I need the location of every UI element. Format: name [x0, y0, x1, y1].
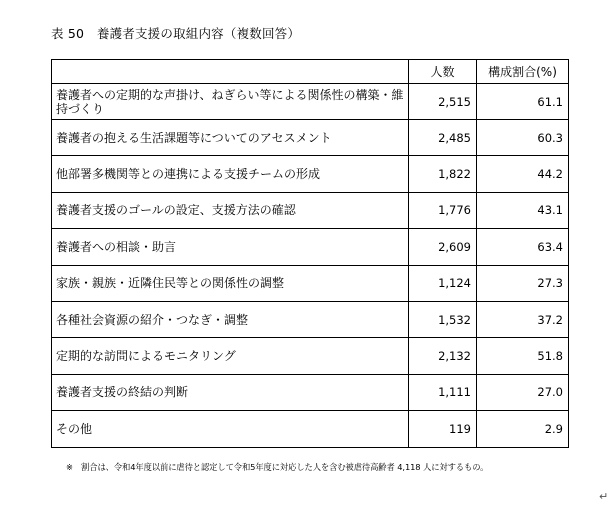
row-item: 各種社会資源の紹介・つなぎ・調整	[52, 301, 409, 337]
table-row	[52, 374, 569, 410]
table-header-row	[52, 60, 569, 84]
row-item: 家族・親族・近隣住民等との関係性の調整	[52, 265, 409, 301]
row-ratio: 63.4	[477, 229, 569, 265]
row-count: 1,124	[409, 265, 477, 301]
row-ratio: 27.0	[477, 374, 569, 410]
row-count: 2,132	[409, 338, 477, 374]
row-item: 定期的な訪問によるモニタリング	[52, 338, 409, 374]
row-item: 養護者の抱える生活課題等についてのアセスメント	[52, 120, 409, 156]
row-item: その他	[52, 411, 409, 447]
row-count: 1,776	[409, 192, 477, 228]
row-item: 養護者支援のゴールの設定、支援方法の確認	[52, 192, 409, 228]
row-ratio: 61.1	[477, 84, 569, 120]
row-ratio: 51.8	[477, 338, 569, 374]
row-ratio: 37.2	[477, 301, 569, 337]
table-row	[52, 411, 569, 447]
row-count: 2,485	[409, 120, 477, 156]
paragraph-mark: ↵	[599, 490, 609, 503]
row-count: 1,111	[409, 374, 477, 410]
row-ratio: 43.1	[477, 192, 569, 228]
table-row	[52, 84, 569, 120]
row-count: 1,822	[409, 156, 477, 192]
support-activities-table	[51, 59, 569, 448]
table-row	[52, 229, 569, 265]
row-ratio: 44.2	[477, 156, 569, 192]
row-ratio: 27.3	[477, 265, 569, 301]
row-item: 他部署多機関等との連携による支援チームの形成	[52, 156, 409, 192]
header-count: 人数	[409, 60, 477, 84]
footnote: ※ 割合は、令和4年度以前に虐待と認定して令和5年度に対応した人を含む被虐待高齢者 4,118 人に対するもの。	[66, 462, 489, 472]
row-count: 119	[409, 411, 477, 447]
row-count: 2,609	[409, 229, 477, 265]
row-count: 2,515	[409, 84, 477, 120]
header-ratio: 構成割合(%)	[477, 60, 569, 84]
table-row	[52, 156, 569, 192]
table-row	[52, 301, 569, 337]
row-count: 1,532	[409, 301, 477, 337]
row-ratio: 60.3	[477, 120, 569, 156]
row-item: 養護者への相談・助言	[52, 229, 409, 265]
row-item: 養護者支援の終結の判断	[52, 374, 409, 410]
row-ratio: 2.9	[477, 411, 569, 447]
table-caption: 表 50 養護者支援の取組内容（複数回答）	[51, 26, 301, 41]
header-item	[52, 60, 409, 84]
table-row	[52, 338, 569, 374]
row-item: 養護者への定期的な声掛け、ねぎらい等による関係性の構築・維持づくり	[52, 84, 409, 120]
table-row	[52, 192, 569, 228]
table-row	[52, 120, 569, 156]
table-row	[52, 265, 569, 301]
